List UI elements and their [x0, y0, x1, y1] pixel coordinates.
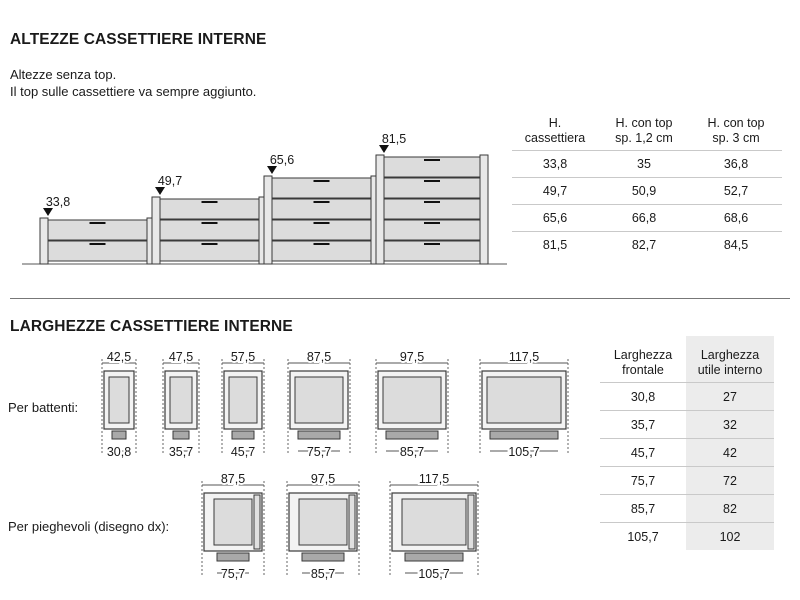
- table-row: [512, 205, 782, 232]
- table-cell: 35,7: [600, 411, 686, 439]
- table-cell: 30,8: [600, 383, 686, 411]
- table-row: [512, 232, 782, 259]
- width-unit: [288, 350, 350, 459]
- table-cell: 49,7: [512, 178, 598, 205]
- drawer-body: [383, 377, 441, 423]
- drawer-unit: [376, 132, 488, 264]
- width-unit: [222, 350, 264, 459]
- table-row: [600, 523, 774, 551]
- widths-title: LARGHEZZE CASSETTIERE INTERNE: [10, 318, 293, 335]
- table-cell: 81,5: [512, 232, 598, 259]
- bottom-width-label: 85,7: [310, 567, 336, 581]
- bottom-width-label: 45,7: [230, 445, 256, 459]
- heights-diagram: [22, 132, 507, 264]
- drawer-base: [173, 431, 189, 439]
- drawer-base: [405, 553, 463, 561]
- bottom-width-label: 30,8: [106, 445, 132, 459]
- drawer-body: [402, 499, 466, 545]
- drawer-base: [302, 553, 344, 561]
- table-cell: 85,7: [600, 495, 686, 523]
- table-cell: 32: [686, 411, 774, 439]
- drawer-body: [487, 377, 561, 423]
- heights-table: [512, 104, 782, 258]
- heights-table-header: H. cassettiera: [524, 116, 586, 145]
- heights-title: ALTEZZE CASSETTIERE INTERNE: [10, 31, 267, 48]
- top-width-label: 117,5: [508, 350, 540, 364]
- table-cell: 50,9: [598, 178, 690, 205]
- drawer-base: [112, 431, 126, 439]
- top-width-label: 42,5: [106, 350, 132, 364]
- top-width-label: 57,5: [230, 350, 256, 364]
- heights-table-header: H. con top sp. 3 cm: [707, 116, 765, 145]
- drawer-body: [214, 499, 252, 545]
- table-cell: 33,8: [512, 151, 598, 178]
- folding-door: [468, 495, 474, 549]
- table-row: [600, 383, 774, 411]
- drawer-base: [217, 553, 249, 561]
- width-unit: [376, 350, 448, 459]
- drawer-base: [232, 431, 254, 439]
- drawer-body: [295, 377, 343, 423]
- height-label: 65,6: [269, 153, 295, 167]
- height-arrow-icon: [43, 208, 53, 216]
- table-cell: 66,8: [598, 205, 690, 232]
- row-label-pieghevoli: Per pieghevoli (disegno dx):: [8, 519, 170, 534]
- height-label: 33,8: [45, 195, 71, 209]
- side-panel: [40, 218, 48, 264]
- table-cell: 36,8: [690, 151, 782, 178]
- top-width-label: 47,5: [168, 350, 194, 364]
- width-unit: [102, 350, 136, 459]
- height-label: 81,5: [381, 132, 407, 146]
- top-width-label: 97,5: [310, 472, 336, 486]
- height-arrow-icon: [155, 187, 165, 195]
- bottom-width-label: 105,7: [508, 445, 540, 459]
- section-divider: [10, 298, 790, 299]
- width-unit: [202, 472, 264, 581]
- drawer-body: [229, 377, 257, 423]
- widths-diagram: [102, 350, 568, 581]
- height-arrow-icon: [267, 166, 277, 174]
- table-cell: 105,7: [600, 523, 686, 551]
- height-label: 49,7: [157, 174, 183, 188]
- heights-note-line2: Il top sulle cassettiere va sempre aggiunto.: [10, 84, 257, 99]
- bottom-width-label: 75,7: [220, 567, 246, 581]
- drawer-base: [298, 431, 340, 439]
- table-cell: 82: [686, 495, 774, 523]
- drawer-body: [170, 377, 192, 423]
- bottom-width-label: 75,7: [306, 445, 332, 459]
- heights-table-header: H. con top sp. 1,2 cm: [615, 116, 673, 145]
- table-cell: 68,6: [690, 205, 782, 232]
- drawer-base: [386, 431, 438, 439]
- folding-door: [349, 495, 355, 549]
- table-row: [512, 178, 782, 205]
- widths-table-header: Larghezza frontale: [613, 348, 673, 377]
- drawer-unit: [264, 153, 379, 264]
- table-row: [600, 439, 774, 467]
- top-width-label: 97,5: [399, 350, 425, 364]
- widths-table-header: Larghezza utile interno: [686, 336, 774, 383]
- width-unit: [287, 472, 359, 581]
- table-cell: 75,7: [600, 467, 686, 495]
- width-unit: [390, 472, 478, 581]
- table-row: [600, 495, 774, 523]
- side-panel: [480, 155, 488, 264]
- table-row: [600, 467, 774, 495]
- top-width-label: 87,5: [220, 472, 246, 486]
- bottom-width-label: 35,7: [168, 445, 194, 459]
- table-row: [512, 151, 782, 178]
- side-panel: [264, 176, 272, 264]
- table-cell: 42: [686, 439, 774, 467]
- heights-note-line1: Altezze senza top.: [10, 67, 117, 82]
- top-width-label: 117,5: [418, 472, 450, 486]
- table-cell: 102: [686, 523, 774, 551]
- table-row: [600, 411, 774, 439]
- table-cell: 27: [686, 383, 774, 411]
- drawer-unit: [40, 195, 155, 264]
- top-width-label: 87,5: [306, 350, 332, 364]
- table-cell: 35: [598, 151, 690, 178]
- widths-table: [600, 336, 774, 550]
- bottom-width-label: 85,7: [399, 445, 425, 459]
- drawer-base: [490, 431, 558, 439]
- height-arrow-icon: [379, 145, 389, 153]
- table-cell: 82,7: [598, 232, 690, 259]
- table-cell: 65,6: [512, 205, 598, 232]
- drawer-body: [109, 377, 129, 423]
- side-panel: [376, 155, 384, 264]
- folding-door: [254, 495, 260, 549]
- width-unit: [163, 350, 199, 459]
- row-label-battenti: Per battenti:: [8, 400, 79, 415]
- side-panel: [152, 197, 160, 264]
- table-cell: 52,7: [690, 178, 782, 205]
- drawer-unit: [152, 174, 267, 264]
- table-cell: 72: [686, 467, 774, 495]
- table-cell: 84,5: [690, 232, 782, 259]
- drawer-body: [299, 499, 347, 545]
- width-unit: [480, 350, 568, 459]
- bottom-width-label: 105,7: [418, 567, 450, 581]
- table-cell: 45,7: [600, 439, 686, 467]
